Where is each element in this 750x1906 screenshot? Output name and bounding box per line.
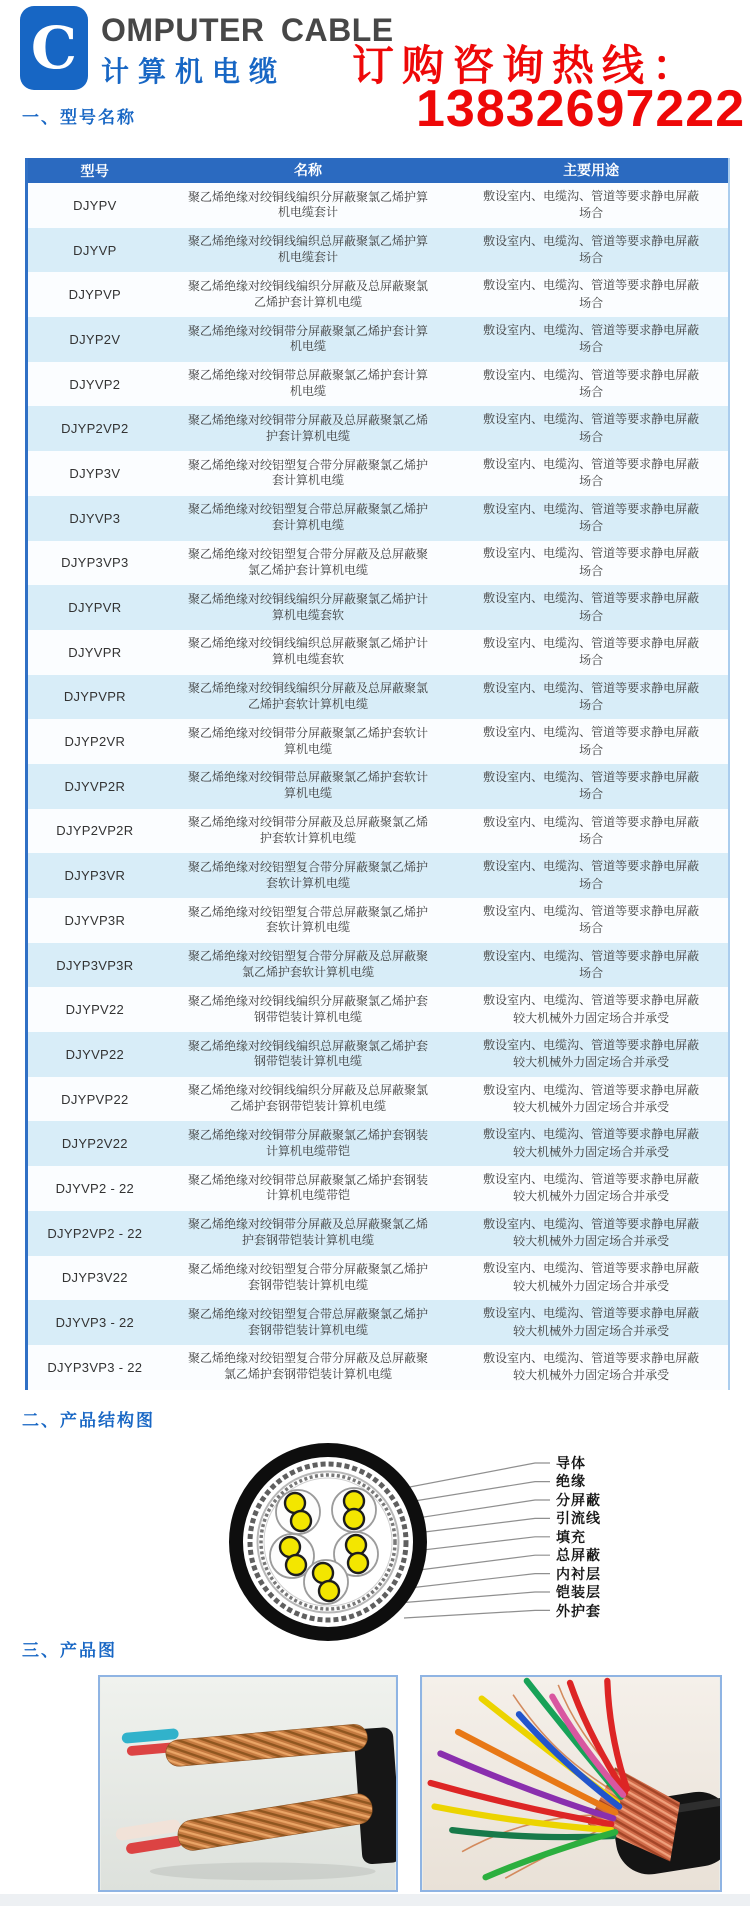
model-cell: DJYP3V [69, 465, 121, 481]
model-cell: DJYP3VP3 - 22 [47, 1359, 143, 1375]
model-table [25, 158, 730, 1390]
name-cell: 聚乙烯绝缘对绞铝塑复合带分屏蔽聚氯乙烯护套软计算机电缆 [187, 859, 428, 890]
name-cell: 聚乙烯绝缘对绞铝塑复合带总屏蔽聚氯乙烯护套软计算机电缆 [187, 904, 428, 935]
table-row [28, 987, 728, 1032]
use-cell: 敷设室内、电缆沟、管道等要求静电屏蔽场合 [483, 814, 700, 846]
use-cell: 敷设室内、电缆沟、管道等要求静电屏蔽场合 [483, 948, 700, 981]
table-row [28, 675, 728, 720]
use-cell: 敷设室内、电缆沟、管道等要求静电屏蔽场合 [483, 680, 700, 712]
name-cell: 聚乙烯绝缘对绞铜线编织分屏蔽聚氯乙烯护计算机电缆套软 [187, 591, 428, 622]
structure-diagram [0, 1440, 750, 1655]
model-cell: DJYP2VP2R [56, 823, 134, 839]
table-row [28, 541, 728, 586]
use-cell: 敷设室内、电缆沟、管道等要求静电屏蔽场合 [483, 591, 700, 623]
name-cell: 聚乙烯绝缘对绞铝塑复合带总屏蔽聚氯乙烯护套钢带铠装计算机电缆 [187, 1306, 428, 1337]
section-title-structure: 二、产品结构图 [22, 1411, 155, 1430]
model-cell: DJYPVP22 [61, 1091, 129, 1107]
use-cell: 敷设室内、电缆沟、管道等要求静电屏蔽场合 [483, 725, 700, 757]
logo-letter: C [30, 14, 78, 82]
name-cell: 聚乙烯绝缘对绞铜带分屏蔽聚氯乙烯护套钢装计算机电缆带铠 [187, 1127, 428, 1158]
column-header-name: 名称 [293, 162, 322, 179]
name-cell: 聚乙烯绝缘对绞铜线编织分屏蔽聚氯乙烯护算机电缆套计 [187, 189, 428, 220]
name-cell: 聚乙烯绝缘对绞铝塑复合带总屏蔽聚氯乙烯护套计算机电缆 [187, 502, 428, 533]
table-row [28, 496, 728, 541]
model-cell: DJYP2VR [64, 734, 126, 750]
section-title-photos: 三、产品图 [22, 1641, 117, 1660]
model-cell: DJYVPR [68, 644, 122, 660]
name-cell: 聚乙烯绝缘对绞铜带分屏蔽及总屏蔽聚氯乙烯护套钢带铠装计算机电缆 [187, 1217, 428, 1248]
table-row [28, 1166, 728, 1211]
name-cell: 聚乙烯绝缘对绞铜带分屏蔽聚氯乙烯护套计算机电缆 [187, 323, 428, 354]
name-cell: 聚乙烯绝缘对绞铝塑复合带分屏蔽聚氯乙烯护套钢带铠装计算机电缆 [187, 1262, 428, 1292]
use-cell: 敷设室内、电缆沟、管道等要求静电屏蔽场合 [483, 903, 700, 936]
model-cell: DJYP3VP3 [61, 555, 129, 571]
product-photo-right [420, 1675, 722, 1892]
use-cell: 敷设室内、电缆沟、管道等要求静电屏蔽场合 [483, 546, 700, 578]
model-cell: DJYVP3R [64, 912, 126, 928]
model-cell: DJYP3V22 [61, 1270, 128, 1286]
name-cell: 聚乙烯绝缘对绞铜线编织总屏蔽聚氯乙烯护计算机电缆套软 [187, 636, 428, 667]
name-cell: 聚乙烯绝缘对绞铜带分屏蔽及总屏蔽聚氯乙烯护套计算机电缆 [187, 412, 428, 443]
use-cell: 敷设室内、电缆沟、管道等要求静电屏蔽较大机械外力固定场合并承受 [483, 1216, 700, 1249]
product-photo-left [98, 1675, 398, 1892]
table-row [28, 1345, 728, 1390]
use-cell: 敷设室内、电缆沟、管道等要求静电屏蔽较大机械外力固定场合并承受 [483, 1127, 700, 1159]
footer-strip [0, 1894, 750, 1906]
model-cell: DJYP3VP3R [56, 957, 134, 973]
table-row [28, 1211, 728, 1256]
name-cell: 聚乙烯绝缘对绞铝塑复合带分屏蔽及总屏蔽聚氯乙烯护套软计算机电缆 [187, 949, 428, 980]
use-cell: 敷设室内、电缆沟、管道等要求静电屏蔽场合 [483, 367, 700, 400]
use-cell: 敷设室内、电缆沟、管道等要求静电屏蔽场合 [483, 233, 700, 266]
model-cell: DJYVP22 [65, 1046, 125, 1062]
name-cell: 聚乙烯绝缘对绞铝塑复合带分屏蔽及总屏蔽聚氯乙烯护套钢带铠装计算机电缆 [187, 1351, 428, 1382]
model-cell: DJYVP3 - 22 [55, 1315, 135, 1331]
structure-label: 内衬层 [556, 1565, 601, 1582]
model-cell: DJYVP3 [69, 510, 121, 526]
name-cell: 聚乙烯绝缘对绞铜带总屏蔽聚氯乙烯护套钢装计算机电缆带铠 [187, 1172, 428, 1203]
use-cell: 敷设室内、电缆沟、管道等要求静电屏蔽场合 [483, 188, 700, 221]
table-row [28, 183, 728, 228]
model-cell: DJYP2V [69, 331, 121, 347]
model-cell: DJYPVPR [63, 689, 126, 705]
name-cell: 聚乙烯绝缘对绞铜带分屏蔽及总屏蔽聚氯乙烯护套软计算机电缆 [187, 815, 428, 845]
cable-rings [236, 1450, 420, 1634]
use-cell: 敷设室内、电缆沟、管道等要求静电屏蔽较大机械外力固定场合并承受 [483, 1172, 700, 1204]
table-row [28, 809, 728, 854]
table-row [28, 853, 728, 898]
name-cell: 聚乙烯绝缘对绞铜带总屏蔽聚氯乙烯护套计算机电缆 [187, 368, 428, 399]
structure-label: 铠装层 [556, 1584, 601, 1601]
table-row [28, 1032, 728, 1077]
use-cell: 敷设室内、电缆沟、管道等要求静电屏蔽场合 [483, 501, 700, 534]
table-row [28, 272, 728, 317]
use-cell: 敷设室内、电缆沟、管道等要求静电屏蔽场合 [483, 457, 700, 489]
use-cell: 敷设室内、电缆沟、管道等要求静电屏蔽较大机械外力固定场合并承受 [483, 993, 700, 1025]
structure-label: 总屏蔽 [556, 1547, 601, 1564]
hotline-label: 订购咨询热线： [352, 42, 703, 89]
name-cell: 聚乙烯绝缘对绞铜线编织总屏蔽聚氯乙烯护算机电缆套计 [187, 234, 428, 265]
model-cell: DJYPV [73, 197, 117, 213]
structure-labels [556, 1454, 601, 1620]
model-cell: DJYP2V22 [61, 1136, 128, 1152]
table-row [28, 719, 728, 764]
use-cell: 敷设室内、电缆沟、管道等要求静电屏蔽场合 [483, 635, 700, 668]
brand-name-en: OMPUTER CABLE [101, 12, 394, 48]
name-cell: 聚乙烯绝缘对绞铜线编织总屏蔽聚氯乙烯护套钢带铠装计算机电缆 [187, 1038, 428, 1069]
model-cell: DJYPVR [68, 600, 122, 616]
use-cell: 敷设室内、电缆沟、管道等要求静电屏蔽场合 [483, 323, 700, 355]
model-cell: DJYVP2 - 22 [55, 1180, 135, 1196]
name-cell: 聚乙烯绝缘对绞铝塑复合带分屏蔽及总屏蔽聚氯乙烯护套计算机电缆 [187, 547, 428, 577]
name-cell: 聚乙烯绝缘对绞铜线编织分屏蔽聚氯乙烯护套钢带铠装计算机电缆 [187, 993, 428, 1024]
name-cell: 聚乙烯绝缘对绞铜线编织分屏蔽及总屏蔽聚氯乙烯护套软计算机电缆 [187, 681, 428, 711]
table-row [28, 1300, 728, 1345]
use-cell: 敷设室内、电缆沟、管道等要求静电屏蔽场合 [483, 859, 700, 891]
table-row [28, 943, 728, 988]
table-header-row [28, 158, 728, 183]
use-cell: 敷设室内、电缆沟、管道等要求静电屏蔽较大机械外力固定场合并承受 [483, 1038, 700, 1070]
table-row [28, 1077, 728, 1122]
structure-label: 绝缘 [556, 1473, 586, 1490]
model-cell: DJYP2VP2 - 22 [47, 1225, 143, 1241]
model-cell: DJYP2VP2 [61, 421, 129, 437]
use-cell: 敷设室内、电缆沟、管道等要求静电屏蔽较大机械外力固定场合并承受 [483, 1082, 700, 1115]
table-row [28, 228, 728, 273]
braided-cable-photo [100, 1677, 396, 1890]
name-cell: 聚乙烯绝缘对绞铜线编织分屏蔽及总屏蔽聚氯乙烯护套钢带铠装计算机电缆 [187, 1083, 428, 1114]
structure-label: 引流线 [556, 1510, 601, 1527]
structure-label: 分屏蔽 [556, 1491, 601, 1508]
table-row [28, 406, 728, 451]
table-row [28, 764, 728, 809]
brand-name-cn: 计算机电缆 [101, 56, 287, 87]
table-row [28, 585, 728, 630]
name-cell: 聚乙烯绝缘对绞铜带分屏蔽聚氯乙烯护套软计算机电缆 [187, 725, 428, 756]
column-header-model: 型号 [80, 162, 110, 179]
name-cell: 聚乙烯绝缘对绞铝塑复合带分屏蔽聚氯乙烯护套计算机电缆 [187, 457, 428, 488]
cable-cross-section-svg [0, 1440, 750, 1655]
table-row [28, 362, 728, 407]
table-row [28, 451, 728, 496]
hotline-phone-number: 13832697222 [416, 80, 746, 138]
name-cell: 聚乙烯绝缘对绞铜线编织分屏蔽及总屏蔽聚氯乙烯护套计算机电缆 [187, 278, 428, 309]
model-cell: DJYPVP [68, 287, 122, 303]
section-title-models: 一、型号名称 [22, 108, 136, 127]
use-cell: 敷设室内、电缆沟、管道等要求静电屏蔽场合 [483, 278, 700, 310]
use-cell: 敷设室内、电缆沟、管道等要求静电屏蔽较大机械外力固定场合并承受 [483, 1306, 700, 1338]
model-cell: DJYVP2R [64, 778, 126, 794]
brand-logo [20, 6, 88, 90]
structure-label: 导体 [556, 1455, 586, 1471]
use-cell: 敷设室内、电缆沟、管道等要求静电屏蔽场合 [483, 412, 700, 444]
use-cell: 敷设室内、电缆沟、管道等要求静电屏蔽较大机械外力固定场合并承受 [483, 1261, 700, 1293]
use-cell: 敷设室内、电缆沟、管道等要求静电屏蔽场合 [483, 769, 700, 802]
structure-label: 外护套 [556, 1602, 601, 1619]
use-cell: 敷设室内、电缆沟、管道等要求静电屏蔽较大机械外力固定场合并承受 [483, 1350, 700, 1383]
table-row [28, 898, 728, 943]
model-cell: DJYVP2 [69, 376, 121, 392]
column-header-use: 主要用途 [563, 162, 620, 179]
table-row [28, 317, 728, 362]
fanned-wires-photo [422, 1677, 720, 1890]
model-cell: DJYPV22 [65, 1002, 125, 1018]
table-row [28, 1256, 728, 1301]
model-cell: DJYVP [73, 242, 117, 258]
model-cell: DJYP3VR [64, 868, 126, 884]
table-row [28, 1121, 728, 1166]
structure-label: 填充 [556, 1528, 586, 1545]
table-body [28, 183, 728, 1390]
name-cell: 聚乙烯绝缘对绞铜带总屏蔽聚氯乙烯护套软计算机电缆 [187, 770, 428, 801]
table-row [28, 630, 728, 675]
